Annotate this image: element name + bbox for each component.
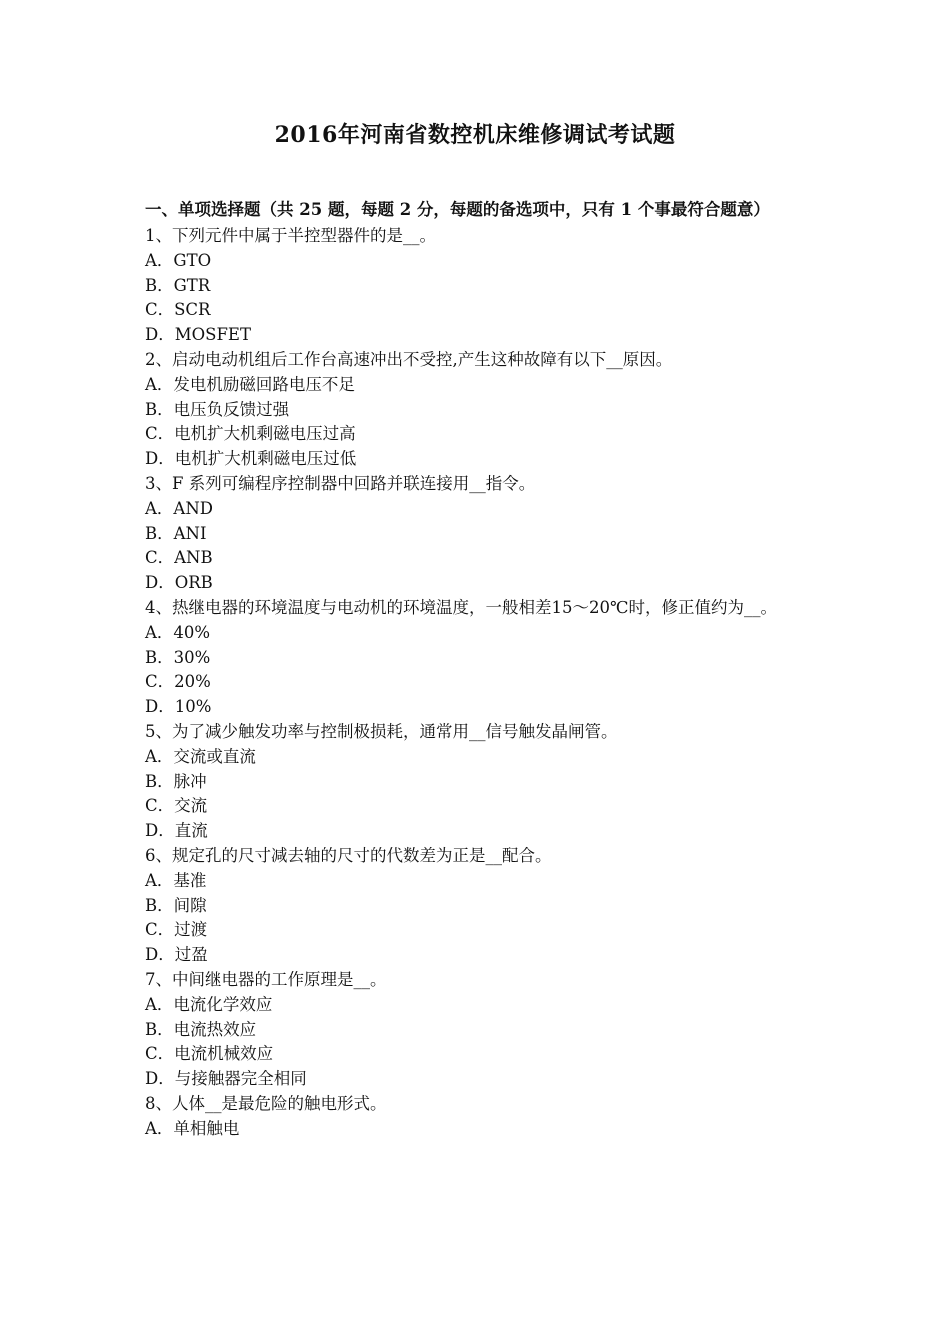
option-item: A．GTO [145, 250, 212, 270]
option-item: D．直流 [145, 821, 208, 841]
option-item: A．基准 [145, 870, 207, 890]
option-item: C．电机扩大机剩磁电压过高 [145, 424, 356, 444]
question-text: 7、中间继电器的工作原理是__。 [145, 969, 387, 989]
option-item: B．间隙 [145, 895, 207, 915]
question-item [145, 596, 810, 720]
question-text: 4、热继电器的环境温度与电动机的环境温度，一般相差15～20℃时，修正值约为__。 [145, 597, 777, 617]
question-item [145, 224, 810, 348]
option-item: B．电流热效应 [145, 1019, 257, 1039]
question-list [145, 224, 810, 1141]
option-item: C．SCR [145, 300, 211, 320]
option-item: A．AND [145, 498, 213, 518]
option-item: A．发电机励磁回路电压不足 [145, 374, 355, 394]
question-text: 3、F 系列可编程序控制器中回路并联连接用__指令。 [145, 473, 536, 493]
option-item: B．脉冲 [145, 771, 207, 791]
option-item: C．过渡 [145, 920, 208, 940]
question-item [145, 472, 810, 596]
option-item: A．单相触电 [145, 1118, 240, 1138]
option-item: B．GTR [145, 275, 211, 295]
option-item: B．30% [145, 647, 211, 667]
question-item [145, 968, 810, 1092]
question-text: 8、人体__是最危险的触电形式。 [145, 1093, 387, 1113]
option-item: A．交流或直流 [145, 746, 256, 766]
option-item: D．MOSFET [145, 325, 251, 345]
option-item: D．ORB [145, 573, 213, 593]
question-text: 1、下列元件中属于半控型器件的是__。 [145, 226, 436, 245]
question-item [145, 720, 810, 844]
option-item: C．交流 [145, 796, 208, 816]
option-item: C．ANB [145, 548, 213, 568]
option-item: A．电流化学效应 [145, 994, 273, 1014]
option-item: D．10% [145, 697, 212, 717]
option-item: D．电机扩大机剩磁电压过低 [145, 449, 357, 469]
document-body [145, 198, 810, 1141]
question-item [145, 1092, 810, 1142]
option-item: C．20% [145, 672, 211, 692]
option-item: D．与接触器完全相同 [145, 1069, 307, 1089]
option-item: B．电压负反馈过强 [145, 399, 290, 419]
document-title: 2016年河南省数控机床维修调试考试题 [274, 122, 676, 148]
question-text: 5、为了减少触发功率与控制极损耗，通常用__信号触发晶闸管。 [145, 721, 618, 741]
question-text: 2、启动电动机组后工作台高速冲出不受控,产生这种故障有以下__原因。 [145, 349, 673, 369]
option-item: C．电流机械效应 [145, 1044, 274, 1064]
option-item: A．40% [145, 622, 211, 642]
option-item: B．ANI [145, 523, 207, 543]
section-heading: 一、单项选择题（共 25 题，每题 2 分，每题的备选项中，只有 1 个事最符合题意） [145, 200, 770, 219]
question-text: 6、规定孔的尺寸减去轴的尺寸的代数差为正是__配合。 [145, 845, 552, 865]
option-item: D．过盈 [145, 945, 208, 965]
question-item [145, 844, 810, 968]
question-item [145, 348, 810, 472]
